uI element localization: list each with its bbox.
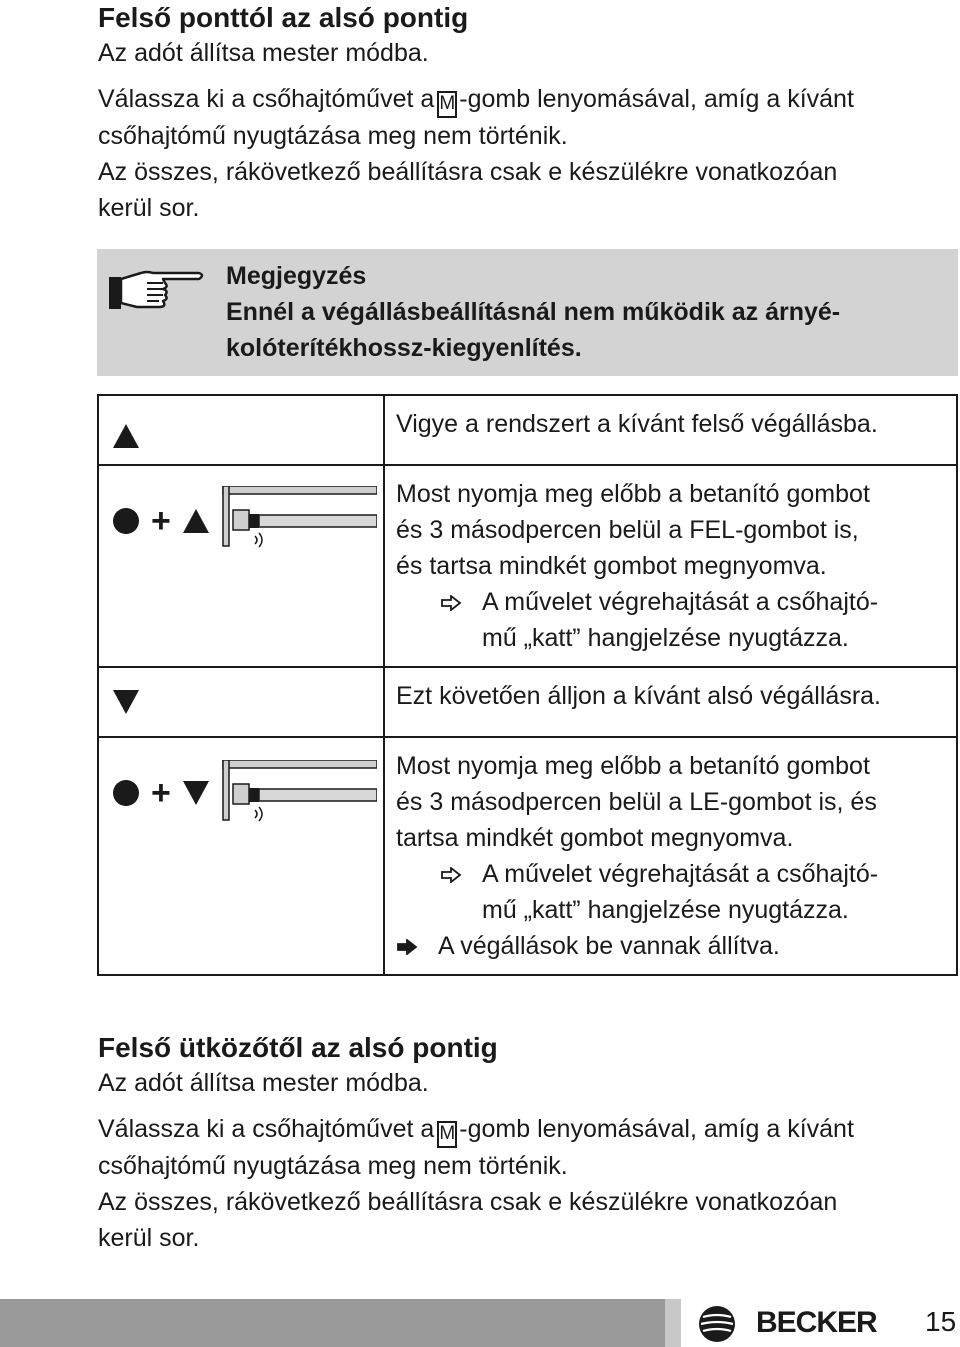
m-key-icon: M bbox=[437, 91, 457, 118]
paragraph-select-motor: Válassza ki a csőhajtóművet a M -gomb lenyomásával, amíg a kívánt csőhajtómű nyugtázása meg nem történik. Az összes, rákövetkező beállításra csak e készülékre vonatkozóan kerül sor. bbox=[98, 1115, 854, 1252]
result-arrow-icon bbox=[440, 595, 462, 611]
plus-sign: + bbox=[151, 502, 171, 540]
tubular-motor-icon bbox=[219, 760, 377, 826]
up-arrow-icon bbox=[183, 509, 209, 533]
result-line: A művelet végrehajtását a csőhajtó- mű „katt” hangjelzése nyugtázza. bbox=[396, 584, 946, 656]
final-result-line: A végállások be vannak állítva. bbox=[396, 928, 946, 964]
step-text: Ezt követően álljon a kívánt alsó végállásra. bbox=[384, 667, 957, 737]
footer-bar bbox=[0, 1299, 665, 1347]
becker-logo-icon bbox=[697, 1304, 737, 1344]
tubular-motor-icon bbox=[219, 486, 377, 552]
brand-name: BECKER bbox=[756, 1306, 877, 1339]
note-text: Megjegyzés Ennél a végállásbeállításnál nem működik az árnyé- kolóterítékhossz-kiegyenlítés. bbox=[226, 262, 841, 362]
final-arrow-icon bbox=[396, 939, 418, 955]
steps-table bbox=[97, 394, 958, 976]
step-text: Most nyomja meg előbb a betanító gombot és 3 másodpercen belül a LE-gombot is, és tartsa mindkét gombot megnyomva. A művelet végrehajtását a csőhajtó- mű „katt” hangjelzése nyugtázza. A végállások be vannak állítva. bbox=[384, 737, 957, 975]
result-line: A művelet végrehajtását a csőhajtó- mű „katt” hangjelzése nyugtázza. bbox=[396, 856, 946, 928]
step-row bbox=[98, 737, 957, 975]
paragraph-select-motor: Válassza ki a csőhajtóművet a M -gomb lenyomásával, amíg a kívánt csőhajtómű nyugtázása meg nem történik. Az összes, rákövetkező beállításra csak e készülékre vonatkozóan kerül sor. bbox=[98, 85, 854, 222]
program-button-icon bbox=[113, 780, 139, 806]
m-key-icon: M bbox=[437, 1121, 457, 1148]
step-text: Most nyomja meg előbb a betanító gombot és 3 másodpercen belül a FEL-gombot is, és tartsa mindkét gombot megnyomva. A művelet végrehajtását a csőhajtó- mű „katt” hangjelzése nyugtázza. bbox=[384, 465, 957, 667]
paragraph-master-mode: Az adót állítsa mester módba. bbox=[98, 1069, 429, 1097]
section-top-stop-to-bottom bbox=[98, 1031, 948, 1256]
step-symbol-cell bbox=[98, 737, 384, 975]
step-symbol-cell bbox=[98, 667, 384, 737]
section-title: Felső ponttól az alsó pontig bbox=[98, 2, 469, 33]
footer-bar-accent bbox=[665, 1299, 681, 1347]
pointing-hand-icon bbox=[107, 263, 207, 313]
page-number: 15 bbox=[925, 1306, 957, 1337]
up-arrow-icon bbox=[113, 424, 139, 453]
note-box bbox=[97, 249, 958, 376]
step-row bbox=[98, 667, 957, 737]
plus-sign: + bbox=[151, 774, 171, 812]
down-arrow-icon bbox=[113, 690, 139, 719]
step-symbol-cell bbox=[98, 465, 384, 667]
paragraph-master-mode: Az adót állítsa mester módba. bbox=[98, 39, 429, 67]
step-symbol-cell bbox=[98, 395, 384, 465]
program-button-icon bbox=[113, 508, 139, 534]
section-top-to-bottom bbox=[98, 1, 948, 226]
step-row bbox=[98, 465, 957, 667]
step-row bbox=[98, 395, 957, 465]
step-text: Vigye a rendszert a kívánt felső végállásba. bbox=[384, 395, 957, 465]
note-title: Megjegyzés bbox=[226, 262, 367, 290]
section-title: Felső ütközőtől az alsó pontig bbox=[98, 1032, 498, 1063]
result-arrow-icon bbox=[440, 867, 462, 883]
down-arrow-icon bbox=[183, 781, 209, 805]
